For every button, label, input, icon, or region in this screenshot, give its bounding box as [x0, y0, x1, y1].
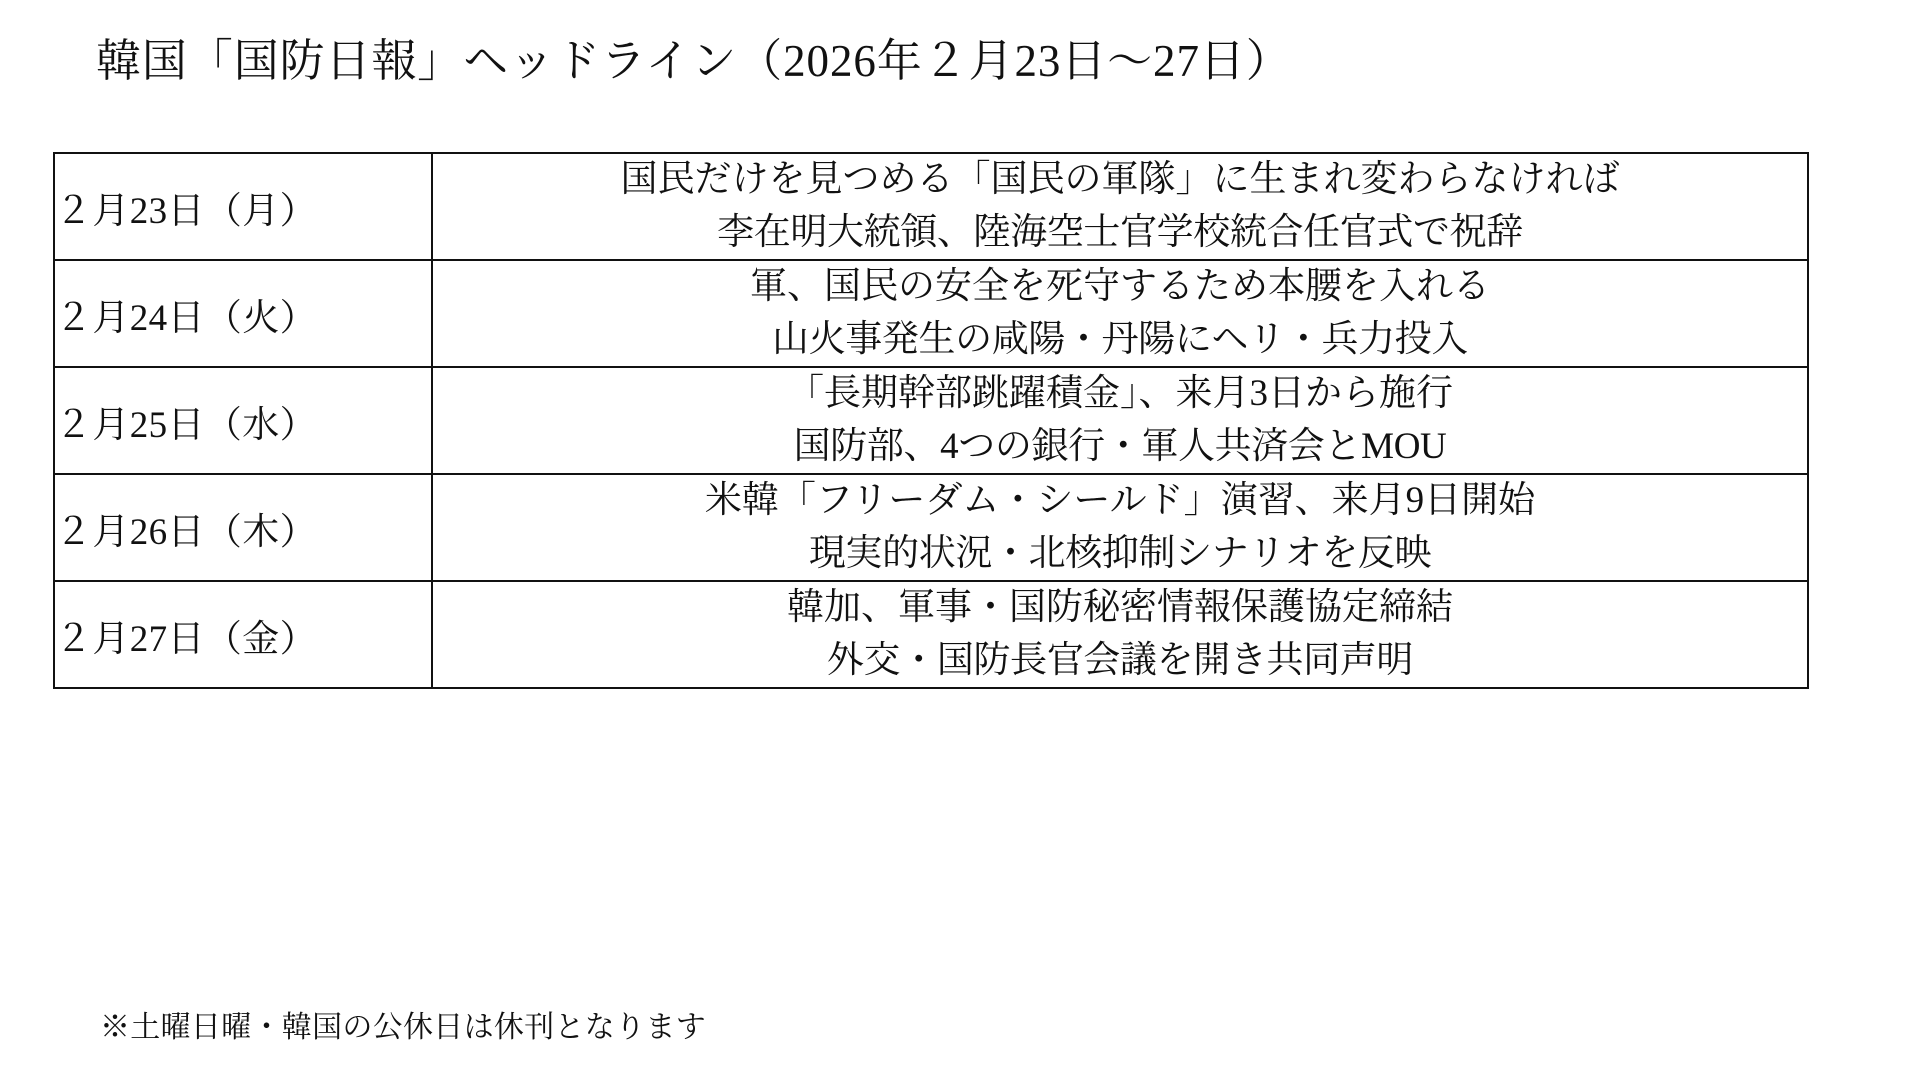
table-row: [54, 474, 1808, 581]
headline-line-sub: 李在明大統領、陸海空士官学校統合任官式で祝辞: [717, 211, 1523, 253]
footnote: ※土曜日曜・韓国の公休日は休刊となります: [100, 1011, 706, 1044]
row-date: ２月27日（金）: [54, 581, 432, 688]
page-title: 韓国「国防日報」ヘッドライン（2026年２月23日～27日）: [96, 36, 1292, 86]
headline-line-main: 米韓「フリーダム・シールド」演習、来月9日開始: [704, 480, 1536, 522]
table-row: [54, 367, 1808, 474]
headline-line-main: 軍、国民の安全を死守するため本腰を入れる: [750, 266, 1490, 308]
headline-line-sub: 山火事発生の咸陽・丹陽にヘリ・兵力投入: [772, 318, 1468, 360]
headline-line-main: 韓加、軍事・国防秘密情報保護協定締結: [787, 587, 1453, 629]
row-headline: [432, 260, 1808, 367]
row-headline: [432, 581, 1808, 688]
headline-line-main: 国民だけを見つめる「国民の軍隊」に生まれ変わらなければ: [620, 159, 1620, 200]
row-headline: [432, 367, 1808, 474]
headline-line-sub: 国防部、4つの銀行・軍人共済会とMOU: [793, 425, 1447, 467]
row-headline: [432, 153, 1808, 260]
headlines-table: [53, 152, 1809, 689]
row-headline: [432, 474, 1808, 581]
table-row: [54, 153, 1808, 260]
table-row: [54, 581, 1808, 688]
headline-line-sub: 外交・国防長官会議を開き共同声明: [826, 639, 1414, 681]
row-date: ２月26日（木）: [54, 474, 432, 581]
row-date: ２月25日（水）: [54, 367, 432, 474]
row-date: ２月23日（月）: [54, 153, 432, 260]
row-date: ２月24日（火）: [54, 260, 432, 367]
table-row: [54, 260, 1808, 367]
headline-line-sub: 現実的状況・北核抑制シナリオを反映: [808, 532, 1432, 574]
headline-line-main: 「長期幹部跳躍積金」、来月3日から施行: [787, 373, 1453, 415]
